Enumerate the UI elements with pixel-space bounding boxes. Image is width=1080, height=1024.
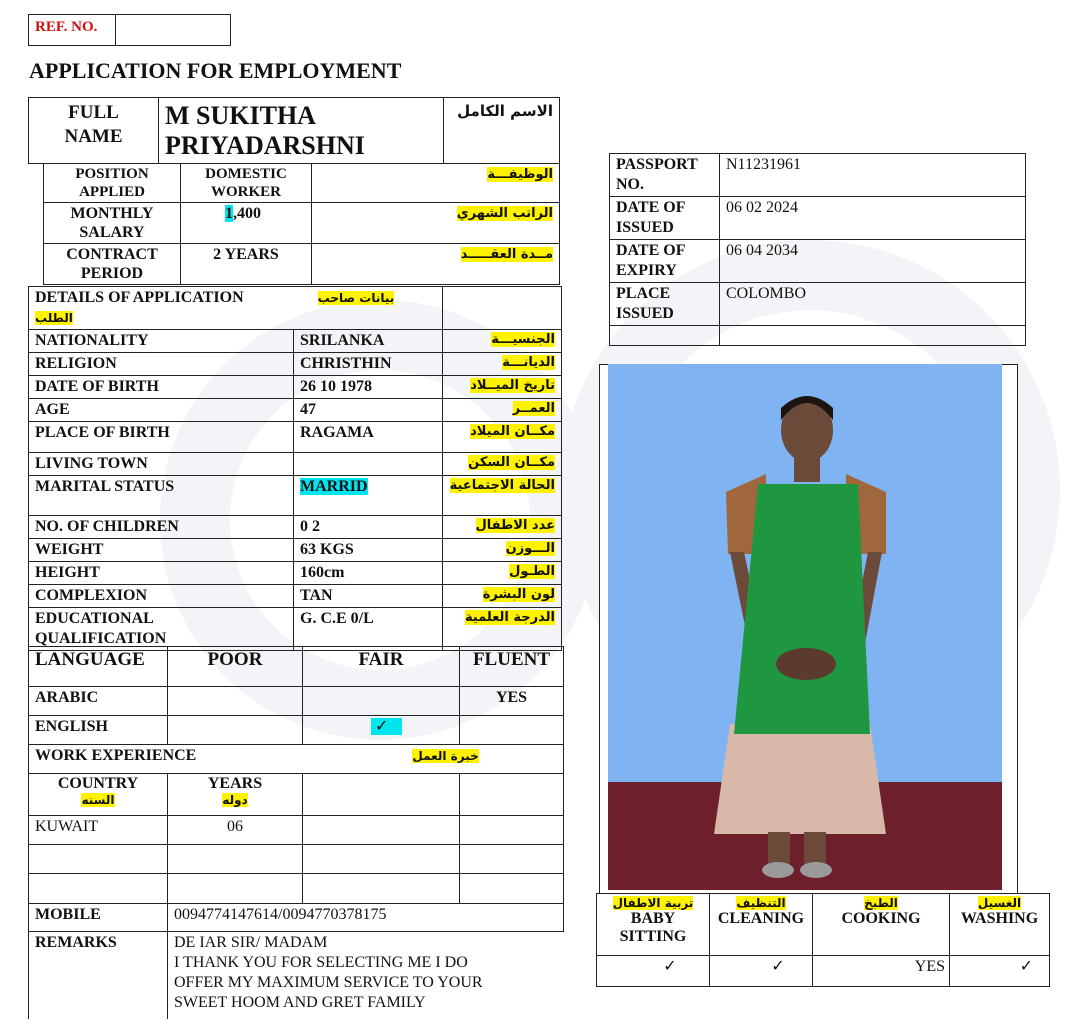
work-years: 06	[168, 816, 303, 845]
skill-label: WASHING	[960, 910, 1039, 927]
name-label-line1: FULL	[68, 102, 119, 123]
details-value	[294, 376, 443, 399]
work-experience-label: WORK EXPERIENCE	[35, 747, 197, 764]
date-expiry-value: 06 04 2034	[720, 240, 1026, 283]
details-row	[29, 453, 562, 476]
details-row	[29, 539, 562, 562]
work-empty-cell	[460, 816, 564, 845]
details-value-text: SRILANKA	[300, 332, 385, 349]
place-issued-value: COLOMBO	[720, 283, 1026, 326]
details-row	[29, 562, 562, 585]
skill-value: ✓	[710, 956, 813, 987]
lang-arabic-name: ARABIC	[29, 687, 168, 716]
details-row	[29, 330, 562, 353]
lang-arabic-poor	[168, 687, 303, 716]
skills-table	[596, 893, 1050, 987]
details-row	[29, 516, 562, 539]
skill-washing	[950, 894, 1050, 956]
contract-value: 2 YEARS	[181, 244, 312, 285]
details-value-text: 0 2	[300, 518, 320, 535]
details-label: WEIGHT	[29, 539, 294, 562]
lang-header-fluent: FLUENT	[460, 647, 564, 687]
position-value: DOMESTIC WORKER	[181, 164, 312, 203]
details-header-arabic: بيانات صاحب الطلب	[35, 291, 395, 325]
details-value-text: MARRID	[300, 478, 368, 495]
salary-value	[181, 203, 312, 244]
details-arabic: عدد الاطفال	[443, 516, 562, 539]
salary-rest: ,400	[233, 205, 261, 222]
details-value-text: 26 10 1978	[300, 378, 372, 395]
details-value	[294, 539, 443, 562]
work-empty-cell	[460, 774, 564, 816]
details-value-text: RAGAMA	[300, 424, 374, 441]
lang-english-poor	[168, 716, 303, 745]
details-value	[294, 608, 443, 651]
details-value-text: G. C.E 0/L	[300, 610, 374, 627]
details-value-text: 47	[300, 401, 316, 418]
details-arabic: الديانـــة	[443, 353, 562, 376]
lang-header-fair: FAIR	[303, 647, 460, 687]
work-empty-cell	[303, 816, 460, 845]
years-label: YEARS	[207, 775, 263, 792]
ref-label: REF. NO.	[29, 15, 116, 46]
remarks-label: REMARKS	[29, 932, 168, 1019]
details-arabic: تاريخ الميــلاد	[443, 376, 562, 399]
lang-english-name: ENGLISH	[29, 716, 168, 745]
name-table	[28, 97, 560, 164]
details-value	[294, 330, 443, 353]
details-value	[294, 453, 443, 476]
name-arabic: الاسم الكامل	[444, 98, 560, 164]
details-arabic: الطـول	[443, 562, 562, 585]
details-row	[29, 476, 562, 516]
details-arabic: لون البشرة	[443, 585, 562, 608]
details-label: NATIONALITY	[29, 330, 294, 353]
skill-label: BABY SITTING	[619, 910, 687, 945]
details-label: DATE OF BIRTH	[29, 376, 294, 399]
details-label: AGE	[29, 399, 294, 422]
skill-cleaning	[710, 894, 813, 956]
name-value-line1: M SUKITHA	[165, 101, 316, 130]
details-row	[29, 608, 562, 651]
details-arabic: الـــوزن	[443, 539, 562, 562]
mobile-value: 0094774147614/0094770378175	[168, 904, 564, 932]
details-value	[294, 516, 443, 539]
work-country: KUWAIT	[29, 816, 168, 845]
name-label-line2: NAME	[64, 126, 123, 147]
work-experience-header	[29, 745, 564, 774]
skill-value: ✓	[597, 956, 710, 987]
skill-arabic: تربية الاطفال	[612, 896, 694, 910]
details-arabic: الجنسيـــة	[443, 330, 562, 353]
salary-arabic: الراتب الشهري	[312, 203, 560, 244]
details-value	[294, 585, 443, 608]
country-arabic: السنه	[81, 793, 115, 807]
lang-header-poor: POOR	[168, 647, 303, 687]
skill-label: CLEANING	[717, 910, 805, 927]
ref-box	[28, 14, 231, 46]
place-issued-label: PLACE ISSUED	[610, 283, 720, 326]
details-row	[29, 422, 562, 453]
country-header	[29, 774, 168, 816]
name-value-line2: PRIYADARSHNI	[165, 131, 365, 160]
details-value	[294, 422, 443, 453]
details-label: RELIGION	[29, 353, 294, 376]
lang-arabic-fluent: YES	[460, 687, 564, 716]
remarks-line: I THANK YOU FOR SELECTING ME I DO	[174, 954, 468, 971]
name-value	[159, 98, 444, 164]
details-label: NO. OF CHILDREN	[29, 516, 294, 539]
mobile-label: MOBILE	[29, 904, 168, 932]
date-issued-value: 06 02 2024	[720, 197, 1026, 240]
details-arabic: الدرجة العلمية	[443, 608, 562, 651]
details-label: PLACE OF BIRTH	[29, 422, 294, 453]
lang-header-language: LANGUAGE	[29, 647, 168, 687]
skill-arabic: الطبخ	[864, 896, 898, 910]
date-expiry-label: DATE OF EXPIRY	[610, 240, 720, 283]
details-value-text: 160cm	[300, 564, 345, 581]
page-title: APPLICATION FOR EMPLOYMENT	[29, 58, 402, 83]
details-row	[29, 353, 562, 376]
lang-english-fluent	[460, 716, 564, 745]
contract-label: CONTRACT PERIOD	[44, 244, 181, 285]
passport-no-label: PASSPORT NO.	[610, 154, 720, 197]
ref-value	[116, 15, 231, 46]
details-value-text: TAN	[300, 587, 333, 604]
check-icon: ✓	[371, 718, 402, 735]
details-label: HEIGHT	[29, 562, 294, 585]
work-experience-arabic: خبرة العمل	[412, 749, 479, 763]
years-arabic: دوله	[222, 793, 248, 807]
details-arabic: مكــان الميلاد	[443, 422, 562, 453]
passport-table	[609, 153, 1026, 346]
details-value	[294, 562, 443, 585]
skill-arabic: التنظيف	[736, 896, 786, 910]
applicant-photo	[608, 364, 1002, 890]
name-label	[29, 98, 159, 164]
work-empty-cell	[303, 774, 460, 816]
details-arabic: العمــر	[443, 399, 562, 422]
details-row	[29, 585, 562, 608]
details-arabic: الحالة الاجتماعية	[443, 476, 562, 516]
salary-label: MONTHLY SALARY	[44, 203, 181, 244]
lang-english-fair	[303, 716, 460, 745]
details-row	[29, 376, 562, 399]
remarks-line: DE IAR SIR/ MADAM	[174, 934, 328, 951]
details-value	[294, 399, 443, 422]
skill-value: ✓	[950, 956, 1050, 987]
position-label: POSITION APPLIED	[44, 164, 181, 203]
remarks-line: SWEET HOOM AND GRET FAMILY	[174, 994, 426, 1011]
details-header	[29, 287, 443, 330]
lang-arabic-fair	[303, 687, 460, 716]
language-table	[28, 646, 564, 1019]
details-row	[29, 399, 562, 422]
details-header-label: DETAILS OF APPLICATION	[35, 289, 244, 306]
job-table	[43, 163, 560, 285]
skill-arabic: الغسيل	[977, 896, 1022, 910]
details-label: LIVING TOWN	[29, 453, 294, 476]
remarks-value	[168, 932, 564, 1019]
position-arabic: الوظيفـــة	[312, 164, 560, 203]
details-table	[28, 286, 562, 651]
years-header	[168, 774, 303, 816]
skill-label: COOKING	[841, 910, 921, 927]
passport-no-value: N11231961	[720, 154, 1026, 197]
details-label: EDUCATIONAL QUALIFICATION	[29, 608, 294, 651]
details-label: MARITAL STATUS	[29, 476, 294, 516]
details-value-text: 63 KGS	[300, 541, 354, 558]
details-value	[294, 476, 443, 516]
contract-arabic: مــدة العقـــــد	[312, 244, 560, 285]
details-value-text: CHRISTHIN	[300, 355, 392, 372]
skill-baby-sitting	[597, 894, 710, 956]
details-arabic: مكــان السكن	[443, 453, 562, 476]
details-value	[294, 353, 443, 376]
skill-cooking	[813, 894, 950, 956]
salary-prefix: 1	[225, 205, 233, 222]
date-issued-label: DATE OF ISSUED	[610, 197, 720, 240]
skill-value: YES	[813, 956, 950, 987]
country-label: COUNTRY	[57, 775, 139, 792]
details-label: COMPLEXION	[29, 585, 294, 608]
remarks-line: OFFER MY MAXIMUM SERVICE TO YOUR	[174, 974, 483, 991]
